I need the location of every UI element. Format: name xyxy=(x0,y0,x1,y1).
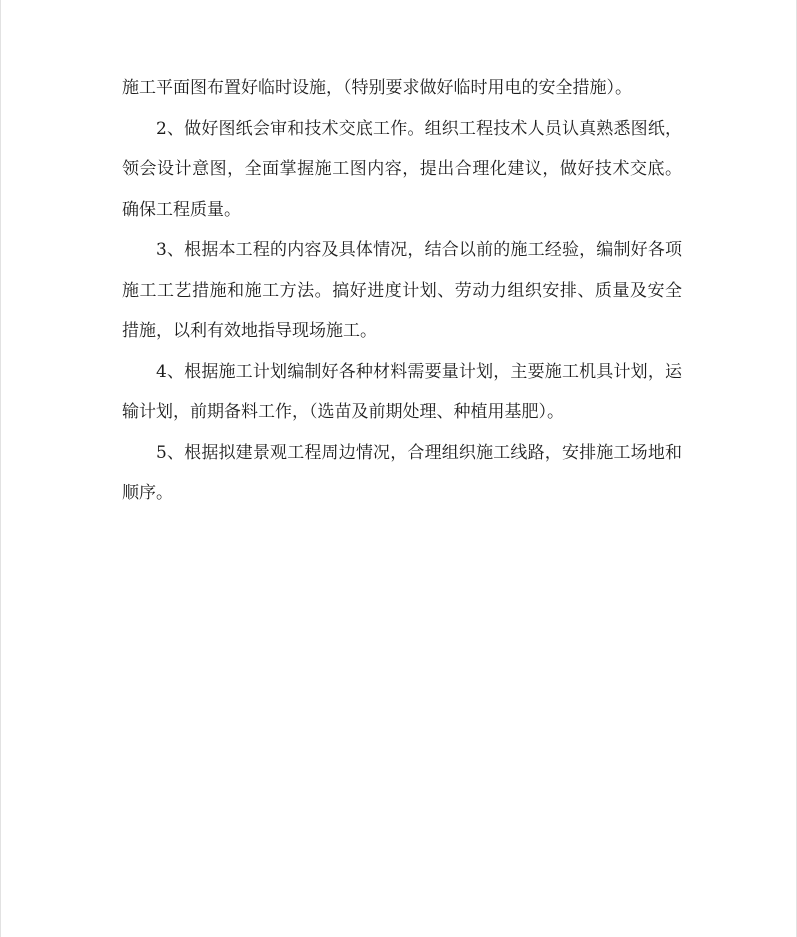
paragraph-item-2: 2、做好图纸会审和技术交底工作。组织工程技术人员认真熟悉图纸，领会设计意图，全面掌握施工图内容，提出合理化建议，做好技术交底。确保工程质量。 xyxy=(122,118,682,220)
paragraph-item-5: 5、根据拟建景观工程周边情况，合理组织施工线路，安排施工场地和顺序。 xyxy=(122,442,682,503)
paragraph-item-4: 4、根据施工计划编制好各种材料需要量计划，主要施工机具计划，运输计划，前期备料工作，（选苗及前期处理、种植用基肥）。 xyxy=(122,361,682,422)
page-left-edge xyxy=(0,0,1,937)
paragraph-item-3: 3、根据本工程的内容及具体情况，结合以前的施工经验，编制好各项施工工艺措施和施工方法。搞好进度计划、劳动力组织安排、质量及安全措施，以利有效地指导现场施工。 xyxy=(122,240,682,341)
paragraph-continuation: 施工平面图布置好临时设施，（特别要求做好临时用电的安全措施）。 xyxy=(122,78,632,98)
document-body xyxy=(122,68,682,514)
